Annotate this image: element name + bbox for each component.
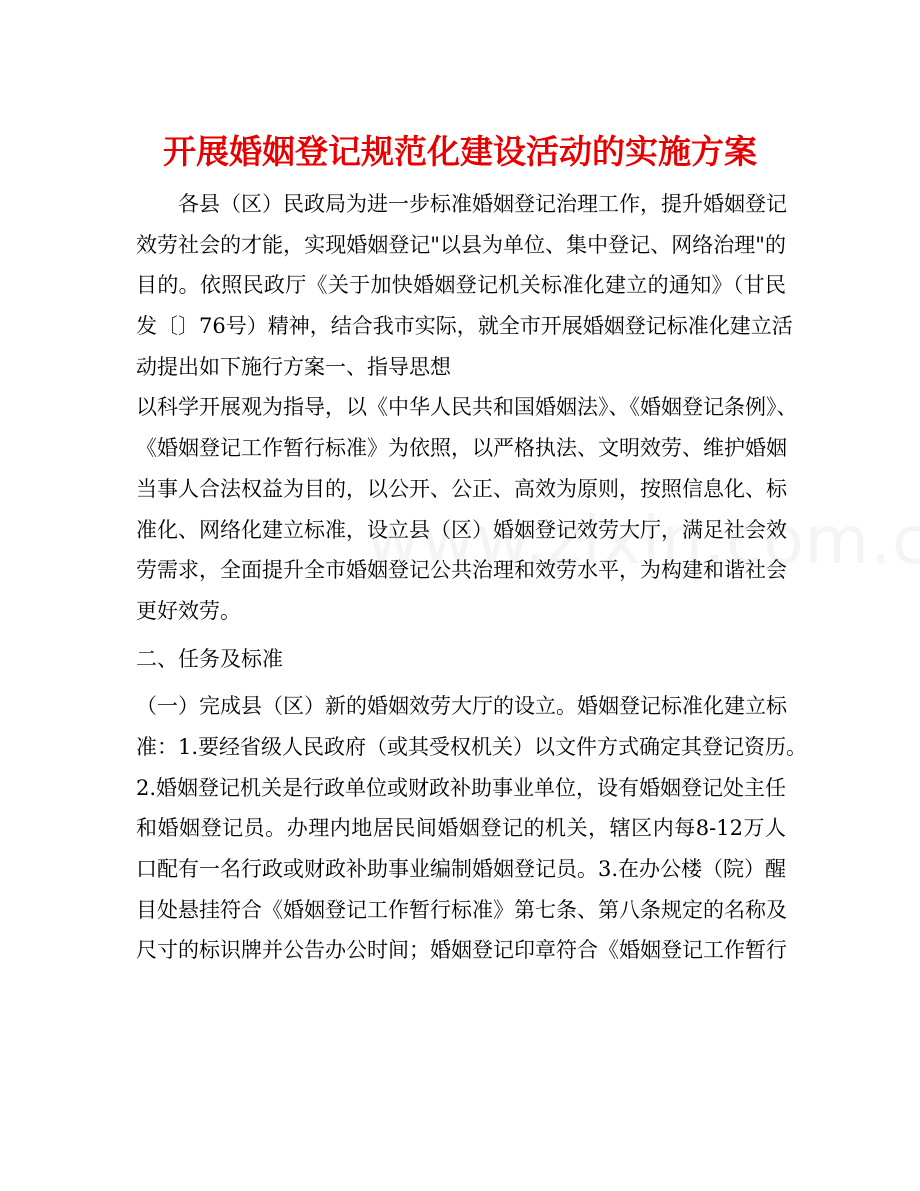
paragraph-line: 《婚姻登记工作暂行标准》为依照，以严格执法、文明效劳、维护婚姻	[136, 436, 787, 461]
paragraph-line: 以科学开展观为指导，以《中华人民共和国婚姻法》、《婚姻登记条例》、	[136, 395, 798, 420]
section-heading: 二、任务及标准	[136, 646, 283, 671]
paragraph-line: 劳需求，全面提升全市婚姻登记公共治理和效劳水平，为构建和谐社会	[136, 558, 787, 583]
paragraph-line: 尺寸的标识牌并公告办公时间；婚姻登记印章符合《婚姻登记工作暂行	[136, 938, 787, 963]
paragraph-line: 2.婚姻登记机关是行政单位或财政补助事业单位，设有婚姻登记处主任	[136, 775, 787, 800]
paragraph-line: 准：1.要经省级人民政府（或其受权机关）以文件方式确定其登记资历。	[136, 734, 808, 759]
paragraph-line: 准化、网络化建立标准，设立县（区）婚姻登记效劳大厅，满足社会效	[136, 517, 787, 542]
paragraph-line: 当事人合法权益为目的，以公开、公正、高效为原则，按照信息化、标	[136, 476, 787, 501]
paragraph-line: 口配有一名行政或财政补助事业编制婚姻登记员。3.在办公楼（院）醒	[136, 857, 787, 881]
paragraph-line: 目处悬挂符合《婚姻登记工作暂行标准》第七条、第八条规定的名称及	[136, 897, 787, 922]
paragraph-line: （一）完成县（区）新的婚姻效劳大厅的设立。婚姻登记标准化建立标	[136, 694, 787, 719]
document-title: 开展婚姻登记规范化建设活动的实施方案	[163, 132, 757, 171]
paragraph-line: 发〔〕76号）精神，结合我市实际，就全市开展婚姻登记标准化建立活	[136, 314, 793, 339]
document-body	[136, 184, 808, 971]
paragraph-line: 和婚姻登记员。办理内地居民间婚姻登记的机关，辖区内每8-12万人	[136, 816, 786, 841]
paragraph-line: 效劳社会的才能，实现婚姻登记"以县为单位、集中登记、网络治理"的	[136, 232, 786, 257]
paragraph-line: 目的。依照民政厅《关于加快婚姻登记机关标准化建立的通知》（甘民	[136, 273, 786, 298]
paragraph-line: 各县（区）民政局为进一步标准婚姻登记治理工作，提升婚姻登记	[136, 192, 787, 216]
paragraph-line: 更好效劳。	[136, 598, 241, 623]
paragraph-line: 动提出如下施行方案一、指导思想	[136, 354, 451, 379]
